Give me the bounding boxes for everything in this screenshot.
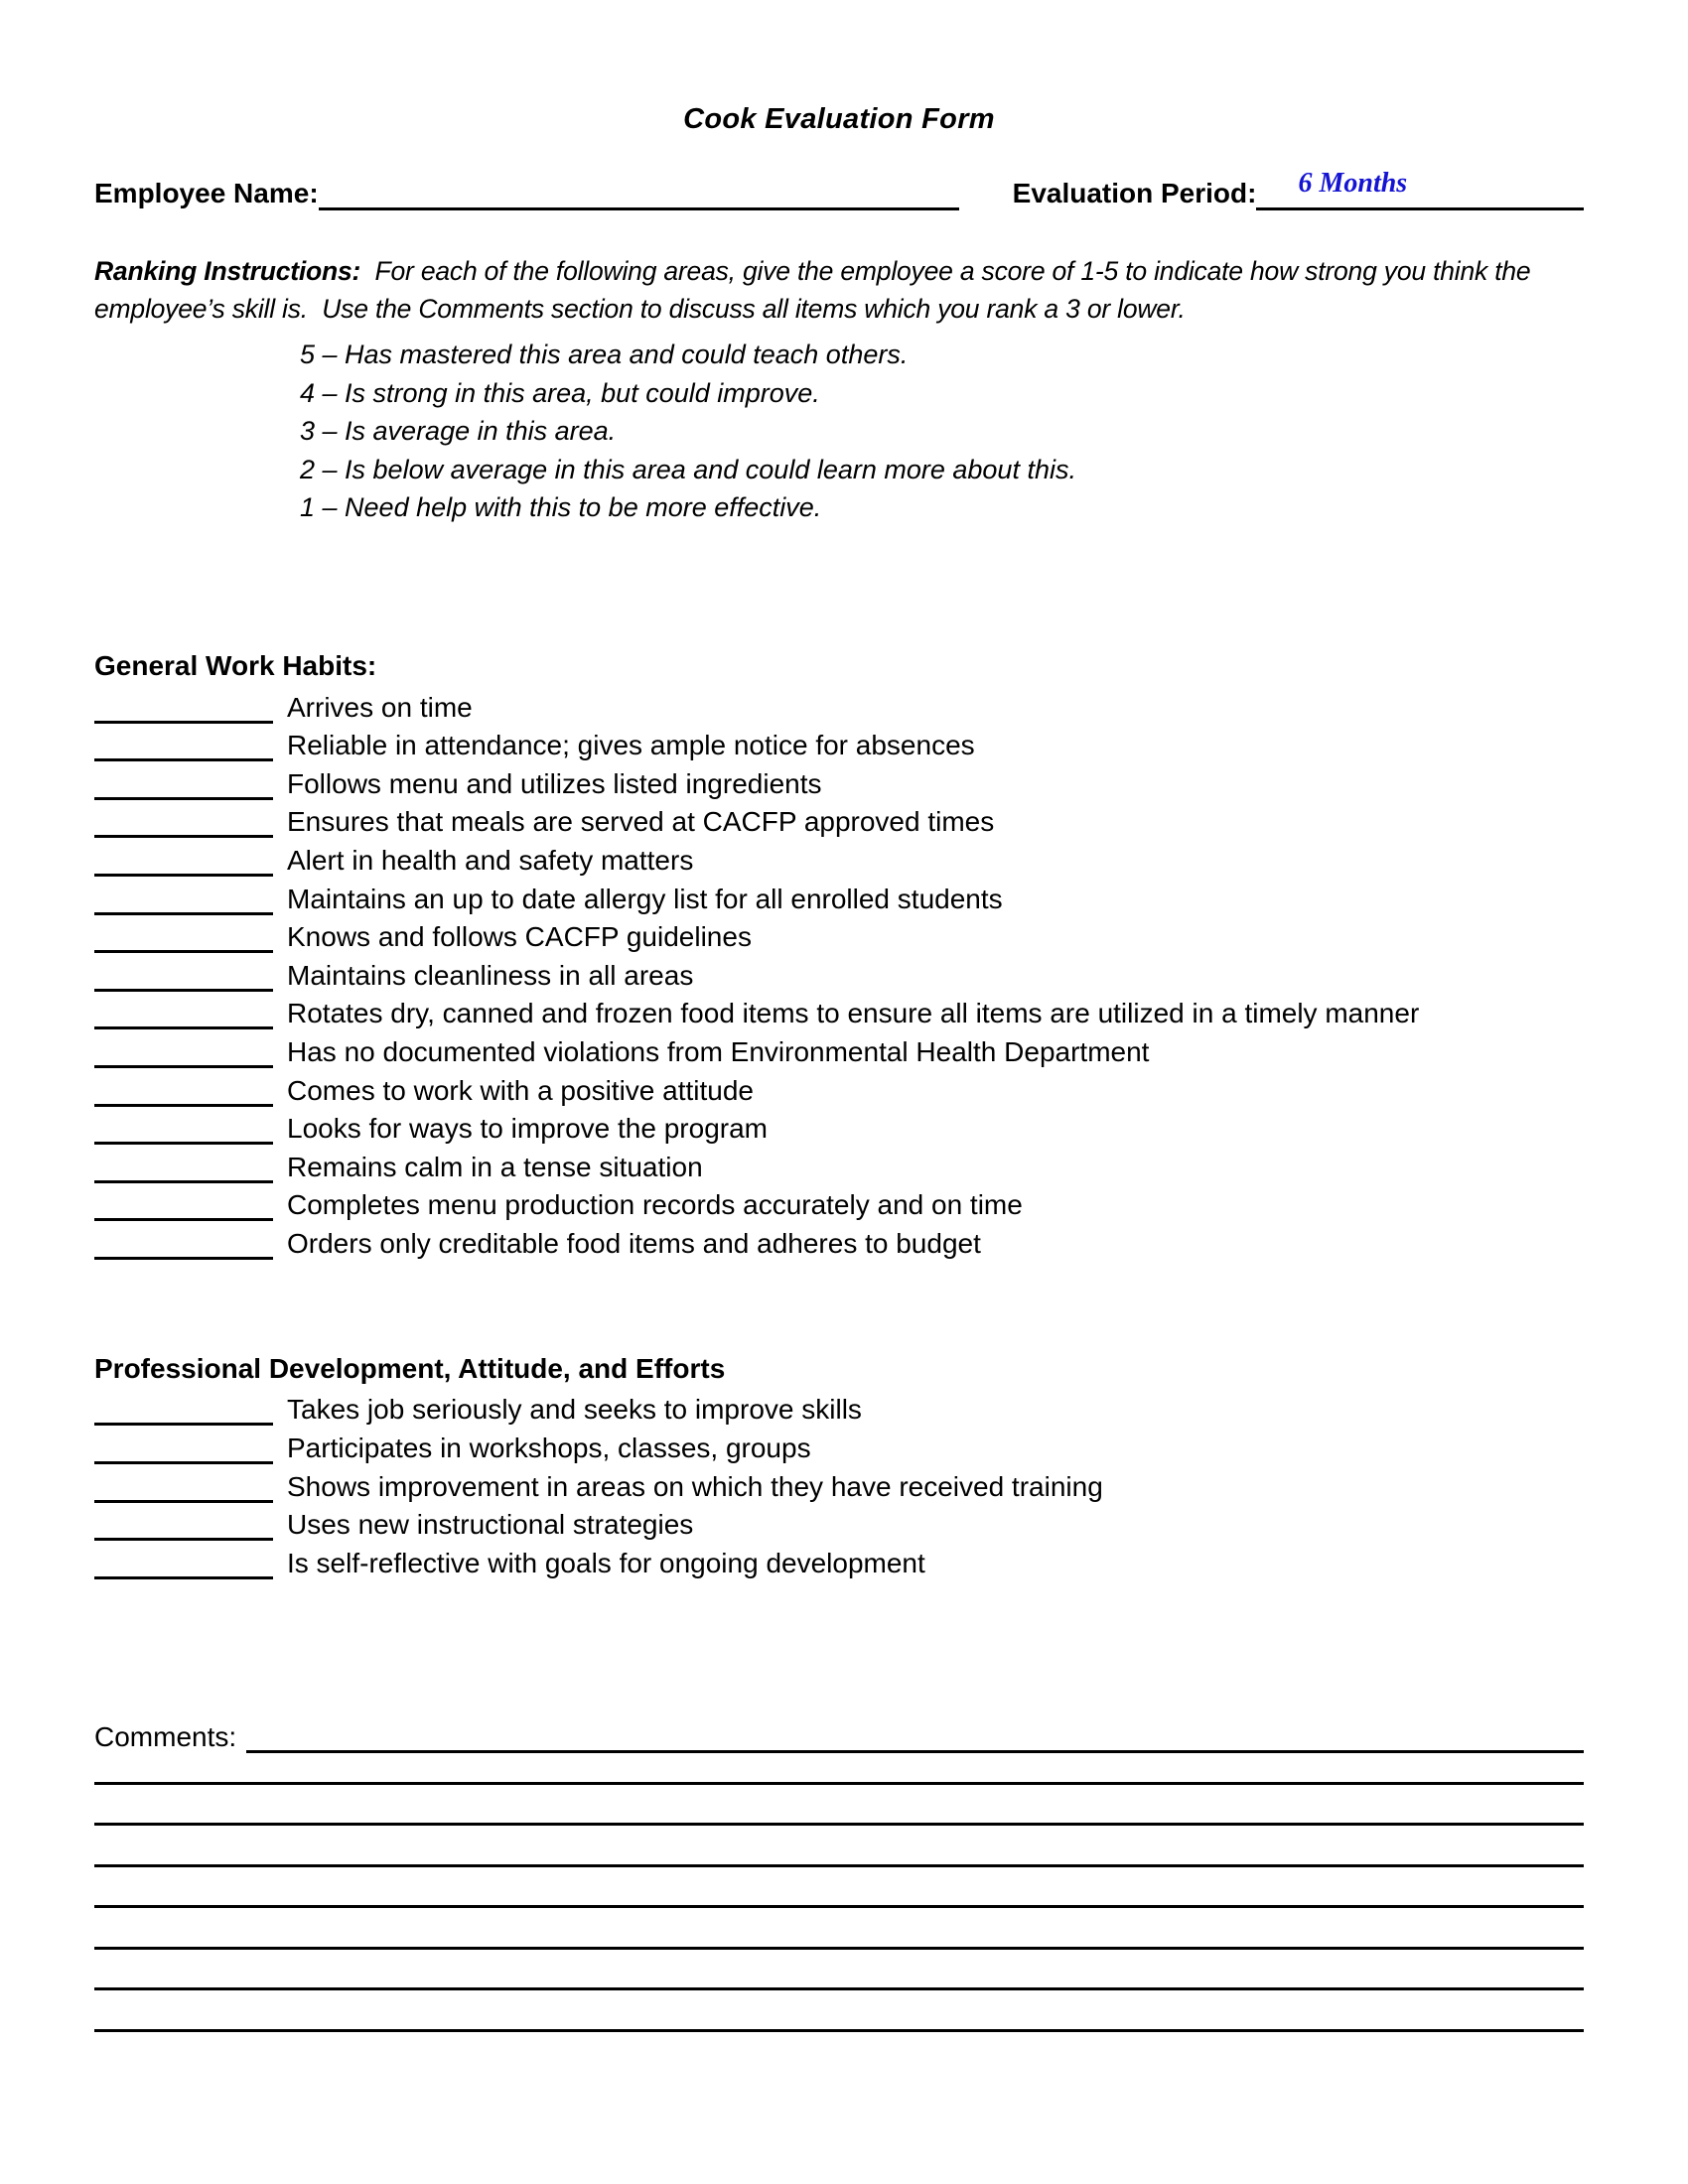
comment-line[interactable] bbox=[94, 1867, 1584, 1909]
score-item-label: Shows improvement in areas on which they have received training bbox=[287, 1470, 1103, 1502]
section-heading-professional-development: Professional Development, Attitude, and Efforts bbox=[94, 1352, 726, 1384]
score-blank[interactable] bbox=[94, 768, 273, 800]
score-row bbox=[94, 1503, 1584, 1542]
score-item-label: Participates in workshops, classes, groups bbox=[287, 1433, 811, 1464]
score-blank[interactable] bbox=[94, 1075, 273, 1107]
ranking-scale bbox=[300, 336, 1584, 527]
scale-item: 2 – Is below average in this area and could learn more about this. bbox=[300, 454, 1076, 484]
scale-item: 1 – Need help with this to be more effective. bbox=[300, 492, 822, 523]
score-blank[interactable] bbox=[94, 1548, 273, 1579]
score-blank[interactable] bbox=[94, 845, 273, 877]
comment-line[interactable] bbox=[94, 1753, 1584, 1785]
header-fields-row bbox=[94, 167, 1584, 210]
score-blank[interactable] bbox=[94, 1113, 273, 1145]
score-row bbox=[94, 953, 1584, 992]
score-row bbox=[94, 1145, 1584, 1183]
score-item-label: Completes menu production records accurately and on time bbox=[287, 1189, 1023, 1221]
scale-item: 4 – Is strong in this area, but could improve. bbox=[300, 377, 820, 408]
score-blank[interactable] bbox=[94, 921, 273, 953]
employee-name-label: Employee Name: bbox=[94, 178, 319, 208]
score-item-label: Takes job seriously and seeks to improve skills bbox=[287, 1394, 862, 1426]
score-blank[interactable] bbox=[94, 1509, 273, 1541]
comment-line[interactable] bbox=[94, 1826, 1584, 1867]
comment-line[interactable] bbox=[94, 1950, 1584, 1991]
score-row bbox=[94, 761, 1584, 800]
score-row bbox=[94, 877, 1584, 915]
score-row bbox=[94, 1426, 1584, 1464]
score-item-label: Orders only creditable food items and adheres to budget bbox=[287, 1227, 981, 1259]
score-row bbox=[94, 1388, 1584, 1427]
score-item-label: Maintains cleanliness in all areas bbox=[287, 959, 694, 991]
ranking-instructions-text: For each of the following areas, give the employee a score of 1-5 to indicate how strong you think the employee’s skill is. Use the Comments section to discuss all items which you rank a 3 or lower. bbox=[94, 256, 1538, 324]
score-row bbox=[94, 800, 1584, 839]
scale-item: 3 – Is average in this area. bbox=[300, 416, 617, 447]
comment-line[interactable] bbox=[94, 1990, 1584, 2032]
page-title: Cook Evaluation Form bbox=[683, 103, 995, 135]
score-item-label: Reliable in attendance; gives ample notice for absences bbox=[287, 730, 975, 761]
score-item-label: Ensures that meals are served at CACFP approved times bbox=[287, 806, 995, 838]
score-row bbox=[94, 1107, 1584, 1146]
score-blank[interactable] bbox=[94, 1394, 273, 1426]
score-row bbox=[94, 1029, 1584, 1068]
section-general-work-habits-items bbox=[94, 685, 1584, 1260]
score-blank[interactable] bbox=[94, 998, 273, 1029]
score-blank[interactable] bbox=[94, 1433, 273, 1464]
scale-item: 5 – Has mastered this area and could teach others. bbox=[300, 340, 909, 369]
score-item-label: Uses new instructional strategies bbox=[287, 1509, 694, 1541]
evaluation-period-field[interactable] bbox=[1256, 168, 1584, 210]
score-row bbox=[94, 685, 1584, 724]
score-blank[interactable] bbox=[94, 692, 273, 724]
score-blank[interactable] bbox=[94, 1471, 273, 1503]
evaluation-period-value: 6 Months bbox=[1298, 168, 1408, 199]
score-row bbox=[94, 1221, 1584, 1260]
score-item-label: Maintains an up to date allergy list for all enrolled students bbox=[287, 883, 1003, 914]
score-item-label: Remains calm in a tense situation bbox=[287, 1151, 703, 1182]
score-item-label: Looks for ways to improve the program bbox=[287, 1113, 768, 1145]
ranking-instructions-label: Ranking Instructions: bbox=[94, 256, 361, 286]
score-row bbox=[94, 1541, 1584, 1579]
ranking-instructions bbox=[94, 252, 1584, 328]
comment-line[interactable] bbox=[94, 1908, 1584, 1950]
section-heading-general-work-habits: General Work Habits: bbox=[94, 649, 377, 681]
comment-line[interactable] bbox=[94, 1785, 1584, 1827]
score-row bbox=[94, 724, 1584, 762]
score-item-label: Alert in health and safety matters bbox=[287, 844, 694, 876]
score-blank[interactable] bbox=[94, 806, 273, 838]
score-row bbox=[94, 915, 1584, 954]
score-blank[interactable] bbox=[94, 730, 273, 761]
score-item-label: Knows and follows CACFP guidelines bbox=[287, 921, 752, 953]
comments-row bbox=[94, 1719, 1584, 1753]
score-blank[interactable] bbox=[94, 1228, 273, 1260]
score-item-label: Follows menu and utilizes listed ingredients bbox=[287, 767, 822, 799]
evaluation-period-label: Evaluation Period: bbox=[1012, 178, 1257, 208]
score-row bbox=[94, 1068, 1584, 1107]
score-row bbox=[94, 1183, 1584, 1222]
score-blank[interactable] bbox=[94, 1036, 273, 1068]
employee-name-field[interactable] bbox=[319, 177, 959, 210]
score-item-label: Comes to work with a positive attitude bbox=[287, 1074, 754, 1106]
score-item-label: Arrives on time bbox=[287, 691, 473, 723]
comments-label: Comments: bbox=[94, 1720, 237, 1752]
score-blank[interactable] bbox=[94, 1152, 273, 1183]
comments-lines bbox=[94, 1753, 1584, 2032]
score-row bbox=[94, 1464, 1584, 1503]
score-row bbox=[94, 992, 1584, 1030]
score-item-label: Is self-reflective with goals for ongoing development bbox=[287, 1547, 925, 1578]
score-blank[interactable] bbox=[94, 1189, 273, 1221]
score-blank[interactable] bbox=[94, 884, 273, 915]
score-row bbox=[94, 838, 1584, 877]
score-item-label: Rotates dry, canned and frozen food items to ensure all items are utilized in a timely manner bbox=[287, 998, 1420, 1029]
score-item-label: Has no documented violations from Environmental Health Department bbox=[287, 1035, 1150, 1067]
section-professional-development-items bbox=[94, 1388, 1584, 1579]
comment-line[interactable] bbox=[246, 1720, 1584, 1753]
score-blank[interactable] bbox=[94, 960, 273, 992]
